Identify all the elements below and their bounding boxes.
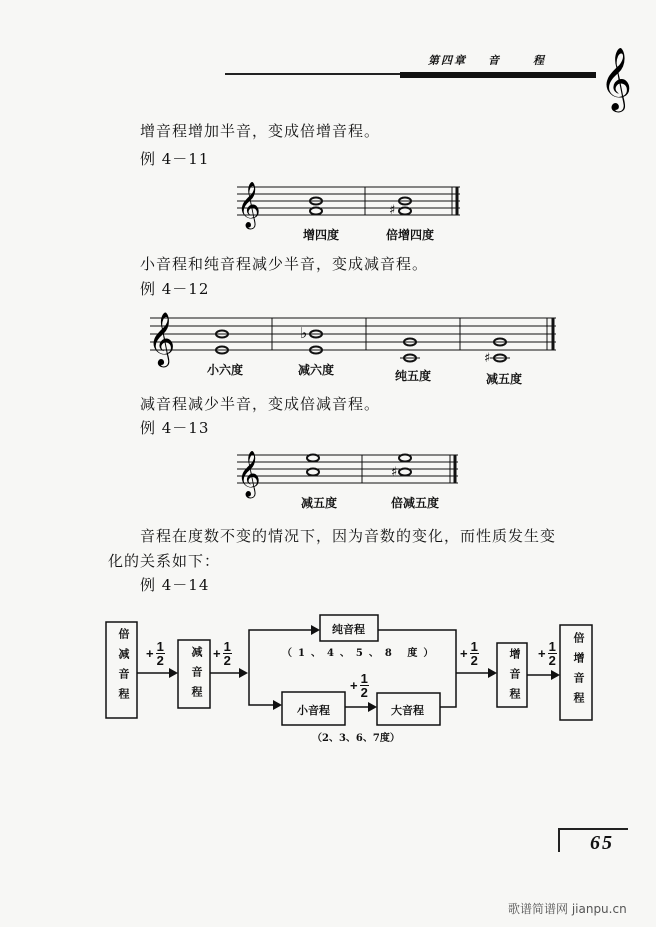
staff-example-13 bbox=[237, 455, 458, 483]
box-minor-label: 小音程 bbox=[297, 704, 330, 717]
example-label-4-14: 例 4－14 bbox=[140, 576, 210, 594]
example-label-4-12: 例 4－12 bbox=[140, 280, 210, 298]
treble-clef-ornament-icon: 𝄞 bbox=[600, 47, 632, 110]
box-augmented-label: 增音程 bbox=[508, 648, 521, 708]
box-double-augmented-label: 倍增音程 bbox=[572, 632, 585, 712]
interval-label: 倍增四度 bbox=[386, 228, 435, 242]
box-double-diminished-label: 倍减音程 bbox=[117, 628, 130, 708]
paragraph-double-diminished: 减音程减少半音，变成倍减音程。 bbox=[140, 395, 381, 413]
treble-clef-icon: 𝄞 bbox=[237, 182, 261, 228]
flat-icon: ♭ bbox=[300, 324, 308, 342]
half-step-label: + $\frac{1}{2}$ bbox=[350, 671, 368, 700]
double-sharp-icon: ♯ bbox=[389, 203, 396, 218]
interval-label: 小六度 bbox=[207, 363, 244, 377]
box-perfect-label: 纯音程 bbox=[332, 623, 365, 636]
staff-example-12 bbox=[150, 318, 556, 358]
half-step-label: + $\frac{1}{2}$ bbox=[538, 639, 556, 668]
half-step-label: + $\frac{1}{2}$ bbox=[213, 639, 231, 668]
paragraph-augmented: 增音程增加半音，变成倍增音程。 bbox=[140, 122, 381, 140]
header-chapter: 第四章 bbox=[428, 54, 467, 67]
header-title-a: 音 bbox=[488, 54, 501, 67]
interval-label: 纯五度 bbox=[395, 369, 432, 383]
perfect-degrees-note: （1、4、5、8 度） bbox=[282, 648, 440, 659]
treble-clef-icon: 𝄞 bbox=[148, 311, 176, 365]
treble-clef-icon: 𝄞 bbox=[237, 451, 261, 497]
notes-example-12 bbox=[216, 331, 506, 362]
interval-label: 减五度 bbox=[301, 496, 338, 510]
header-title-b: 程 bbox=[533, 54, 546, 67]
watermark: 歌谱简谱网 jianpu.cn bbox=[508, 902, 627, 916]
example-label-4-11: 例 4－11 bbox=[140, 150, 210, 168]
sharp-icon: ♯ bbox=[391, 465, 398, 480]
paragraph-relationship-cont: 化的关系如下： bbox=[108, 552, 221, 570]
notes-example-11 bbox=[310, 198, 411, 215]
staff-example-11 bbox=[237, 187, 460, 215]
interval-label: 倍减五度 bbox=[391, 496, 440, 510]
page-number-bracket bbox=[558, 828, 560, 852]
paragraph-relationship: 音程在度数不变的情况下，因为音数的变化，而性质发生变 bbox=[140, 527, 557, 545]
header-rule-thick bbox=[400, 72, 596, 78]
page-number-bracket-top bbox=[558, 828, 628, 830]
half-step-label: + $\frac{1}{2}$ bbox=[460, 639, 478, 668]
interval-label: 减五度 bbox=[486, 372, 523, 386]
sharp-icon: ♯ bbox=[484, 351, 491, 366]
major-minor-degrees-note: （2、3、6、7度） bbox=[312, 733, 400, 744]
interval-label: 增四度 bbox=[303, 228, 340, 242]
example-label-4-13: 例 4－13 bbox=[140, 419, 210, 437]
interval-label: 减六度 bbox=[298, 363, 335, 377]
box-major-label: 大音程 bbox=[391, 704, 424, 717]
box-diminished-label: 减音程 bbox=[190, 646, 203, 706]
page-number: 65 bbox=[590, 832, 614, 854]
paragraph-diminished: 小音程和纯音程减少半音，变成减音程。 bbox=[140, 255, 429, 273]
half-step-label: + $\frac{1}{2}$ bbox=[146, 639, 164, 668]
